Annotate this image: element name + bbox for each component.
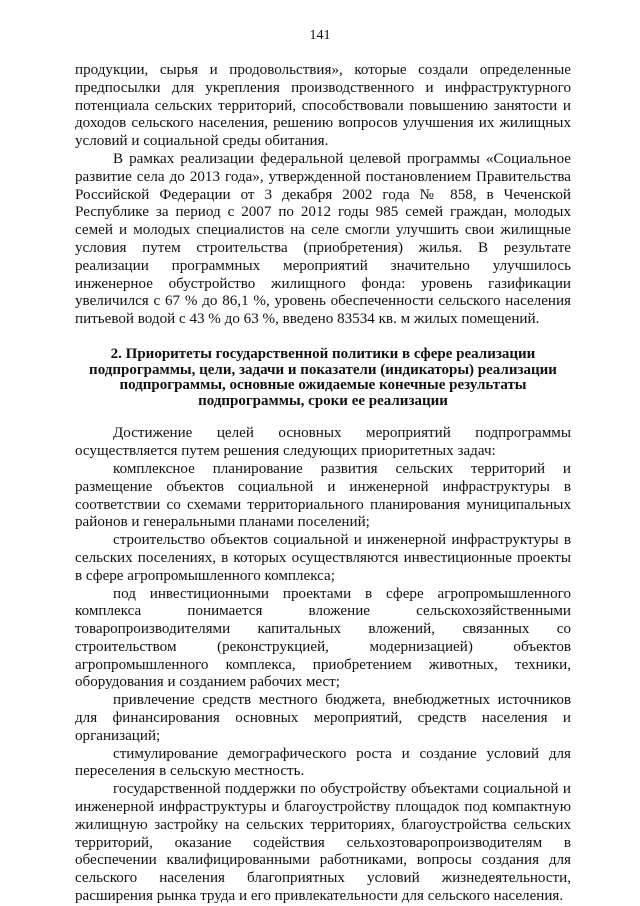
- list-item-demographics: стимулирование демографического роста и создание условий для переселения в сельскую местность.: [75, 745, 571, 780]
- list-item-planning: комплексное планирование развития сельских территорий и размещение объектов социальной и инженерной инфраструктуры в соответствии со схемами территориального планирования муниципальных районов и генеральными планами поселений;: [75, 460, 571, 531]
- section-heading-line: подпрограммы, цели, задачи и показатели (индикаторы) реализации: [89, 361, 557, 378]
- list-item-state-support: государственной поддержки по обустройству объектами социальной и инженерной инфраструктуры и благоустройству площадок под компактную жилищную застройку на сельских территориях, благоустройства сельских территорий, оказание содействия сельхозтоваропроизводителям в обеспечении квалифицированными работниками, вопросы создания для сельского населения благоприятных условий жизнедеятельности, расширения рынка труда и его привлекательности для сельского населения.: [75, 781, 571, 905]
- paragraph-goals: Достижение целей основных мероприятий подпрограммы осуществляется путем решения следующих приоритетных задач:: [75, 425, 571, 460]
- paragraph-intro-continuation: продукции, сырья и продовольствия», которые создали определенные предпосылки для укрепления производственного и инфраструктурного потенциала сельских территорий, способствовали повышению занятости и доходов сельского населения, решению вопросов улучшения их жилищных условий и социальной среды обитания.: [75, 62, 571, 150]
- paragraph-federal-program: В рамках реализации федеральной целевой программы «Социальное развитие села до 2013 года», утвержденной постановлением Правительства Российской Федерации от 3 декабря 2002 года № 858, в Чеченской Республике за период с 2007 по 2012 годы 985 семей граждан, молодых семей и молодых специалистов на селе смогли улучшить свои жилищные условия путем строительства (приобретения) жилья. В результате реализации программных мероприятий значительно улучшилось инженерное обустройство жилищного фонда: уровень газификации увеличился с 67 % до 86,1 %, уровень обеспеченности сельского населения питьевой водой с 43 % до 63 %, введено 83534 кв. м жилых помещений.: [75, 150, 571, 328]
- list-item-construction: строительство объектов социальной и инженерной инфраструктуры в сельских поселениях, в которых осуществляются инвестиционные проекты в сфере агропромышленного комплекса;: [75, 532, 571, 584]
- section-heading: [75, 347, 571, 409]
- section-heading-line: подпрограммы, сроки ее реализации: [198, 392, 448, 409]
- section-heading-line: 2. Приоритеты государственной политики в сфере реализации: [110, 345, 536, 362]
- list-item-investment-projects: под инвестиционными проектами в сфере агропромышленного комплекса понимается вложение сельскохозяйственными товаропроизводителями капитальных вложений, связанных со строительством (реконструкцией, модернизацией) объектов агропромышленного комплекса, приобретением животных, техники, оборудования и созданием рабочих мест;: [75, 585, 571, 691]
- list-item-funding: привлечение средств местного бюджета, внебюджетных источников для финансирования основных мероприятий, средств населения и организаций;: [75, 692, 571, 744]
- page-content: [75, 62, 571, 906]
- section-heading-line: подпрограммы, основные ожидаемые конечные результаты: [119, 377, 527, 394]
- page-number: 141: [309, 28, 331, 43]
